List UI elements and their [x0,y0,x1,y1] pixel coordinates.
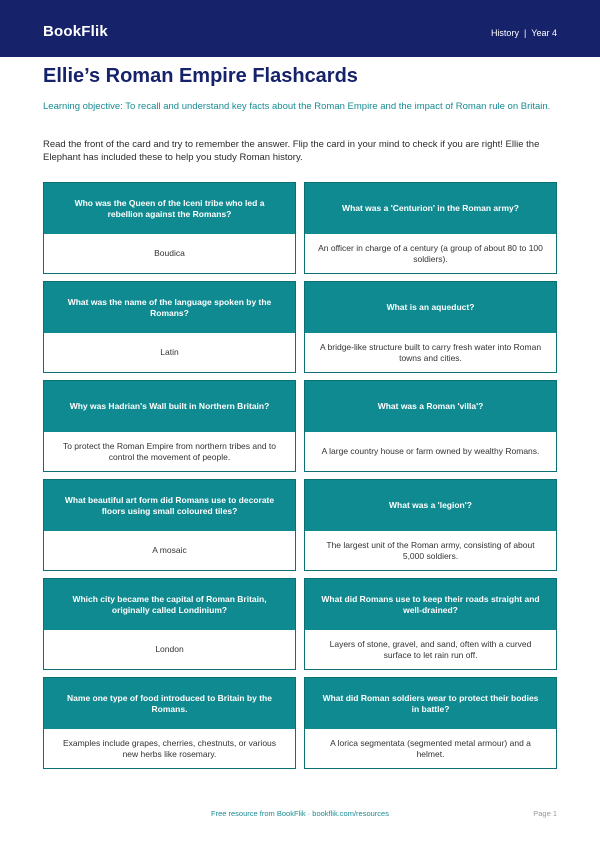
flashcard[interactable] [43,182,296,274]
breadcrumb [491,28,557,38]
flashcard[interactable] [43,677,296,769]
flashcard[interactable] [43,479,296,571]
flashcard-answer: A mosaic [44,531,295,570]
brand-logo[interactable]: BookFlik [43,23,108,40]
flashcard-answer: An officer in charge of a century (a group of about 80 to 100 soldiers). [305,234,556,273]
flashcard-question: What beautiful art form did Romans use to decorate floors using small coloured tiles? [44,480,295,531]
flashcard-question: Name one type of food introduced to Britain by the Romans. [44,678,295,729]
flashcard-question: What was a 'legion'? [305,480,556,531]
flashcard-answer: Examples include grapes, cherries, chestnuts, or various new herbs like rosemary. [44,729,295,768]
flashcard-answer: A lorica segmentata (segmented metal armour) and a helmet. [305,729,556,768]
flashcard-question: Which city became the capital of Roman Britain, originally called Londinium? [44,579,295,630]
flashcard-question: What was the name of the language spoken by the Romans? [44,282,295,333]
flashcard-answer: A bridge-like structure built to carry fresh water into Roman towns and cities. [305,333,556,372]
flashcard-question: Who was the Queen of the Iceni tribe who led a rebellion against the Romans? [44,183,295,234]
flashcard[interactable] [304,182,557,274]
page-number: Page 1 [533,809,557,818]
flashcard-question: What was a Roman 'villa'? [305,381,556,432]
flashcard[interactable] [304,479,557,571]
flashcard[interactable] [304,578,557,670]
flashcard-answer: London [44,630,295,669]
flashcard-answer: The largest unit of the Roman army, consisting of about 5,000 soldiers. [305,531,556,570]
flashcard[interactable] [304,380,557,472]
flashcard-question: Why was Hadrian's Wall built in Northern Britain? [44,381,295,432]
learning-objective: Learning objective: To recall and understand key facts about the Roman Empire and the impact of Roman rule on Britain. [43,101,551,112]
flashcard-answer: Latin [44,333,295,372]
flashcard-question: What did Roman soldiers wear to protect their bodies in battle? [305,678,556,729]
flashcard-answer: Boudica [44,234,295,273]
flashcard[interactable] [43,578,296,670]
flashcard-question: What is an aqueduct? [305,282,556,333]
flashcard-question: What was a 'Centurion' in the Roman army? [305,183,556,234]
flashcard[interactable] [304,677,557,769]
intro-text: Read the front of the card and try to remember the answer. Flip the card in your mind to check if you are right! Ellie the Elephant has included these to help you study Roman history. [43,139,540,163]
footer-text[interactable]: Free resource from BookFlik · bookflik.com/resources [211,809,389,818]
flashcard[interactable] [304,281,557,373]
breadcrumb-subject[interactable]: History [490,28,519,38]
breadcrumb-year[interactable]: Year 4 [531,28,557,38]
flashcard-question: What did Romans use to keep their roads straight and well-drained? [305,579,556,630]
flashcard-grid [43,182,557,769]
breadcrumb-separator: | [523,28,527,38]
top-bar [0,0,600,57]
flashcard[interactable] [43,281,296,373]
flashcard-answer: A large country house or farm owned by wealthy Romans. [305,432,556,471]
page-title: Ellie’s Roman Empire Flashcards [43,65,358,87]
flashcard-answer: To protect the Roman Empire from northern tribes and to control the movement of people. [44,432,295,471]
flashcard-answer: Layers of stone, gravel, and sand, often with a curved surface to let rain run off. [305,630,556,669]
flashcard[interactable] [43,380,296,472]
